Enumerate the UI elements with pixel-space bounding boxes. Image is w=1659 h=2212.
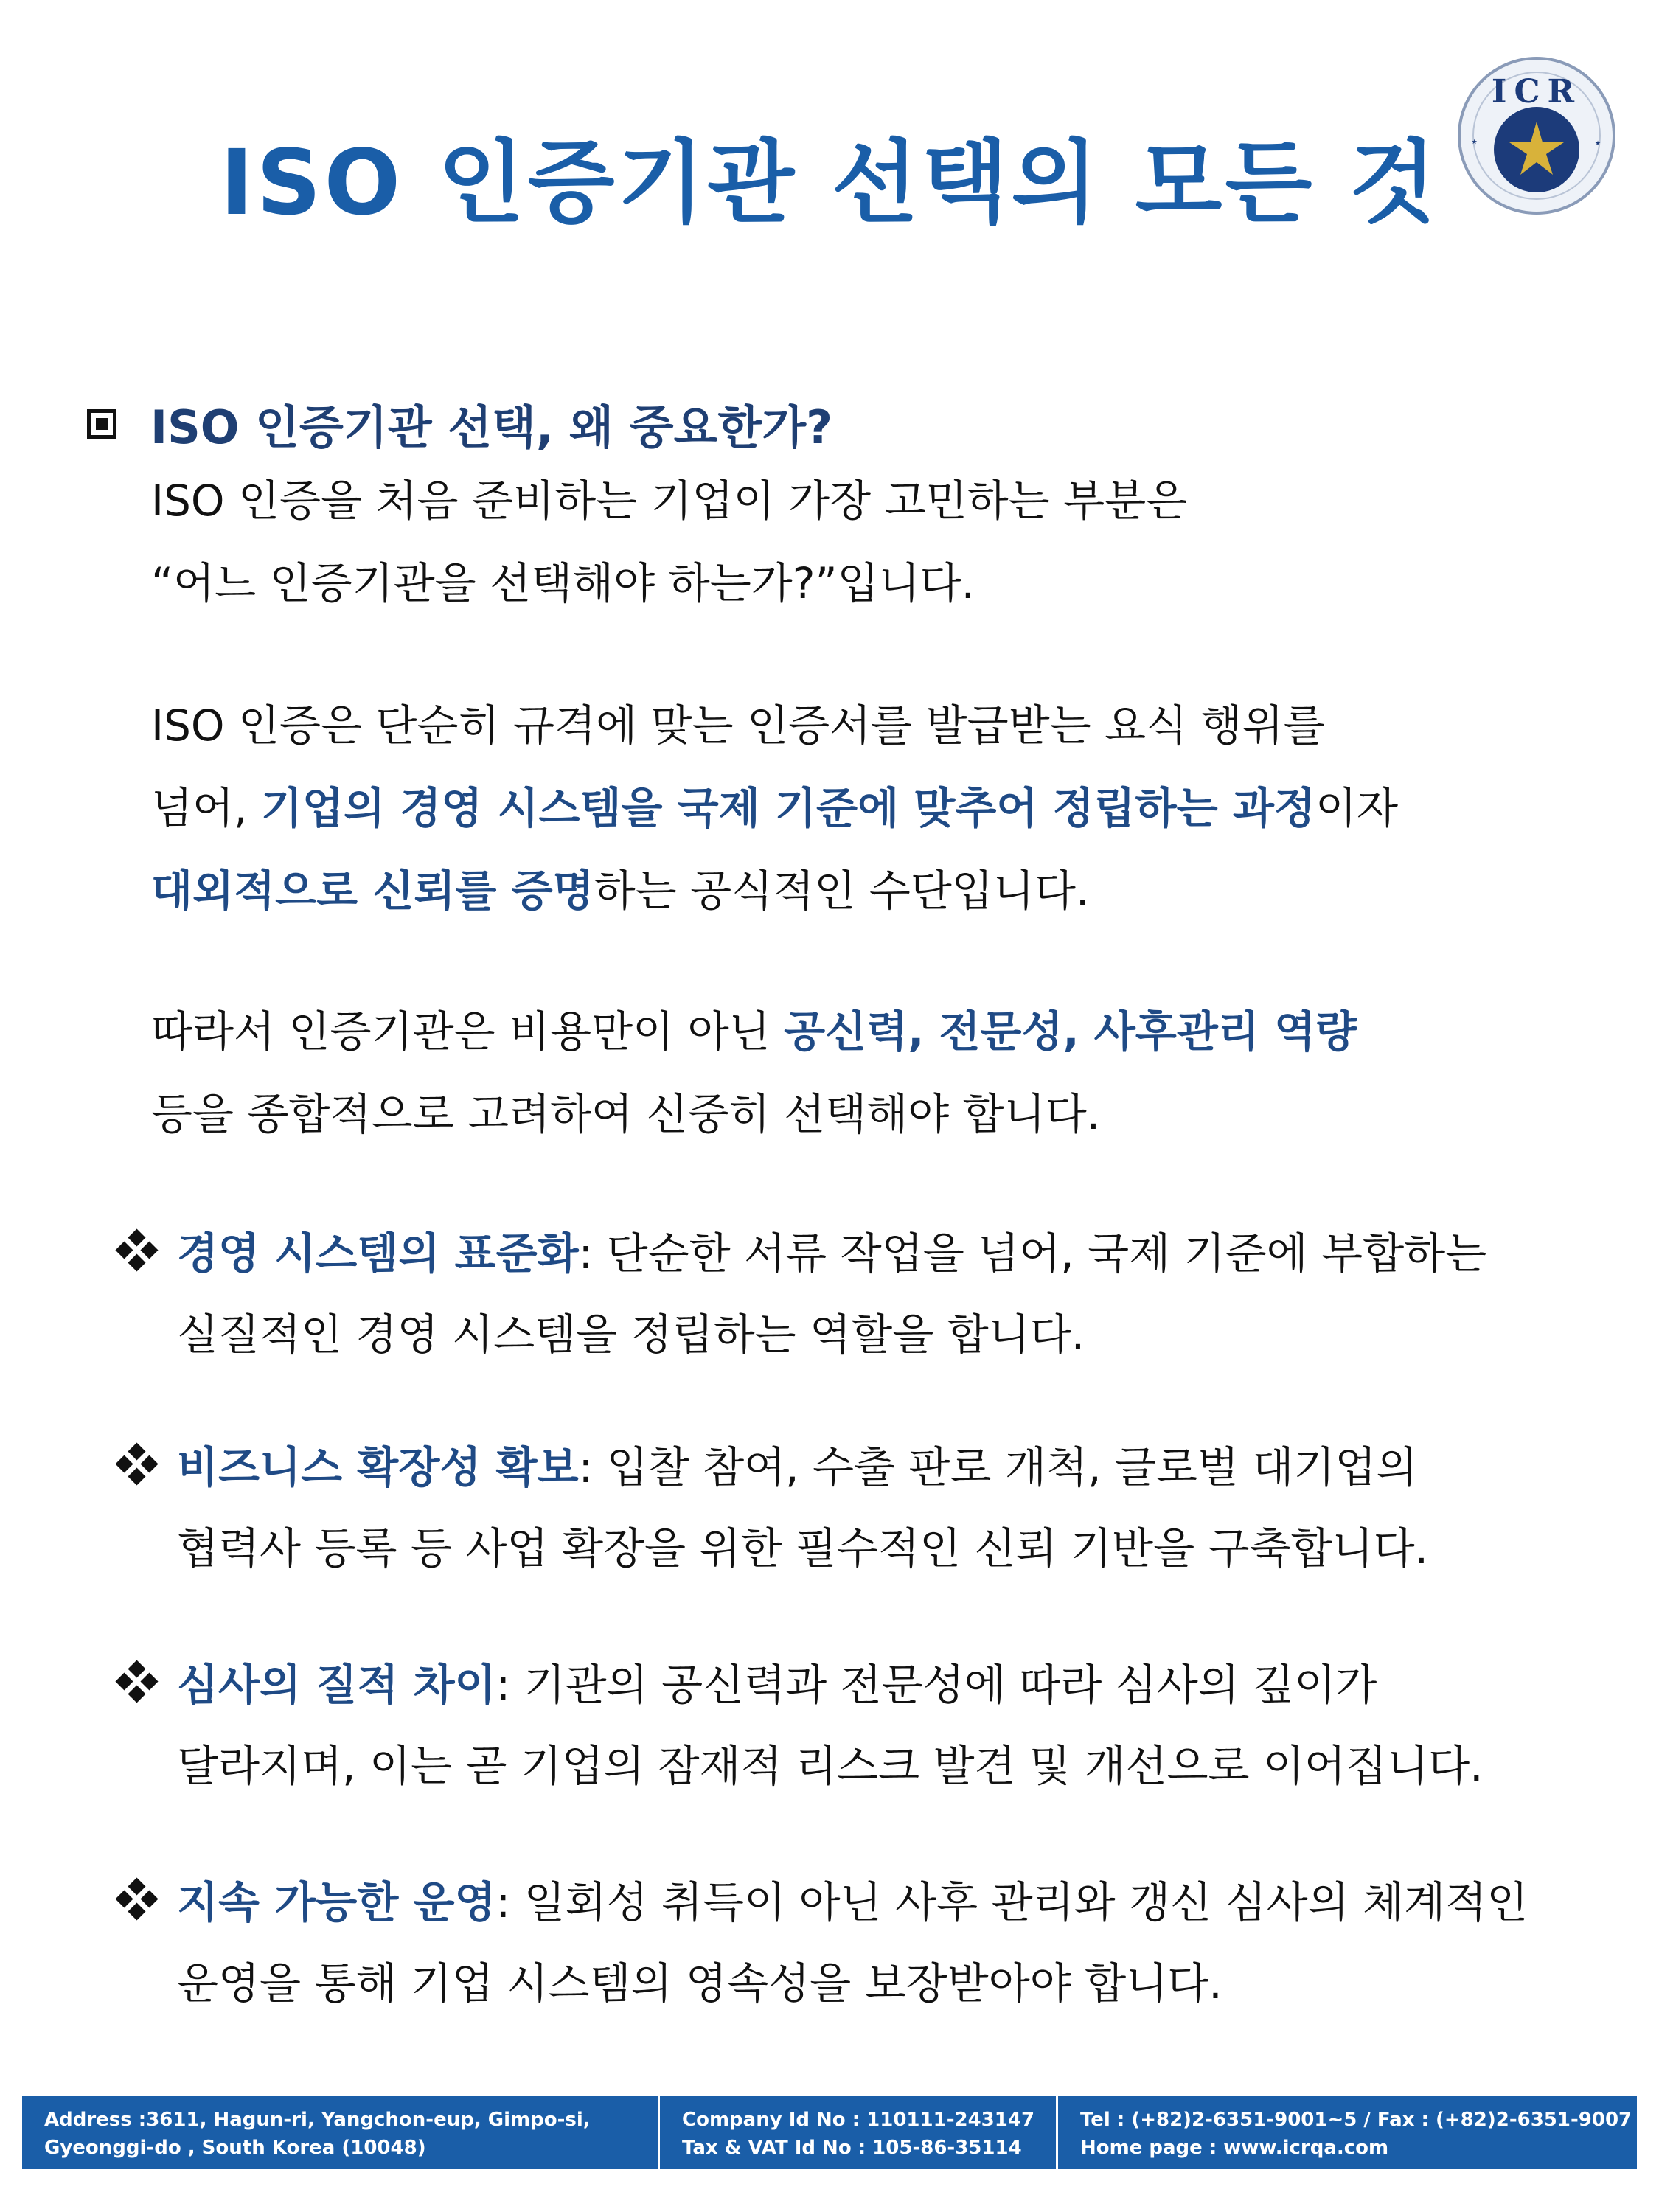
icr-logo [1456, 55, 1617, 216]
footer-text: Tel : (+82)2-6351-9001~5 / Fax : (+82)2-6351-9007 [1080, 2109, 1632, 2131]
section-heading [87, 391, 832, 456]
footer-text: Company Id No : 110111-243147 [682, 2109, 1035, 2131]
homepage-link[interactable]: Home page : www.icrqa.com [1080, 2137, 1389, 2159]
highlight-text: 대외적으로 신뢰를 증명 [151, 866, 594, 916]
section-heading-text: ISO 인증기관 선택, 왜 중요한가? [150, 400, 833, 454]
paragraph-line: 등을 종합적으로 고려하여 신중히 선택해야 합니다. [151, 1089, 1101, 1139]
diamond-bullet-icon [118, 1231, 156, 1270]
logo-letters: ICR [1491, 73, 1582, 111]
footer-address [22, 2096, 660, 2169]
bullet-text: 협력사 등록 등 사업 확장을 위한 필수적인 신뢰 기반을 구축합니다. [177, 1523, 1429, 1573]
svg-text:★: ★ [1470, 138, 1480, 147]
svg-text:★: ★ [1595, 140, 1601, 147]
bullet-item [118, 1213, 1637, 1375]
paragraph-line [151, 849, 1611, 932]
bullet-title: 심사의 질적 차이 [177, 1660, 496, 1710]
text-span: 이자 [1315, 783, 1398, 833]
footer-text: Gyeonggi-do , South Korea (10048) [44, 2137, 426, 2159]
intro-line: ISO 인증을 처음 준비하는 기업이 가장 고민하는 부분은 [151, 476, 1188, 526]
page-title: ISO 인증기관 선택의 모든 것 [220, 131, 1439, 235]
intro-paragraph [151, 459, 1611, 625]
footer-text: Tax & VAT Id No : 105-86-35114 [682, 2137, 1022, 2159]
paragraph-3 [151, 990, 1611, 1155]
square-bullet-icon [87, 409, 116, 439]
bullet-title: 경영 시스템의 표준화 [177, 1228, 579, 1279]
bullet-item [118, 1862, 1637, 2024]
highlight-text: 공신력, 전문성, 사후관리 역량 [784, 1006, 1357, 1057]
bullet-text: : 기관의 공신력과 전문성에 따라 심사의 깊이가 [495, 1660, 1377, 1710]
bullet-title: 비즈니스 확장성 확보 [177, 1442, 579, 1492]
bullet-text: : 일회성 취득이 아닌 사후 관리와 갱신 심사의 체계적인 [495, 1877, 1528, 1927]
text-span: 하는 공식적인 수단입니다. [594, 866, 1090, 916]
diamond-bullet-icon [118, 1445, 156, 1484]
bullet-text: 실질적인 경영 시스템을 정립하는 역할을 합니다. [177, 1310, 1085, 1360]
intro-line: “어느 인증기관을 선택해야 하는가?”입니다. [151, 558, 975, 608]
footer-text: Address :3611, Hagun-ri, Yangchon-eup, Gimpo-si, [44, 2109, 591, 2131]
paragraph-2 [151, 684, 1611, 932]
bullet-text: : 단순한 서류 작업을 넘어, 국제 기준에 부합하는 [578, 1228, 1487, 1279]
bullet-text: : 입찰 참여, 수출 판로 개척, 글로벌 대기업의 [578, 1442, 1418, 1492]
paragraph-line [151, 990, 1611, 1073]
footer-contact [1058, 2096, 1637, 2169]
paragraph-line [151, 767, 1611, 849]
text-span: 넘어, [151, 783, 261, 833]
paragraph-line: ISO 인증은 단순히 규격에 맞는 인증서를 발급받는 요식 행위를 [151, 700, 1325, 751]
footer-company-ids [660, 2096, 1058, 2169]
bullet-item [118, 1427, 1637, 1589]
bullet-item [118, 1644, 1637, 1806]
footer-bar [22, 2096, 1637, 2169]
bullet-text: 달라지며, 이는 곧 기업의 잠재적 리스크 발견 및 개선으로 이어집니다. [177, 1741, 1484, 1791]
diamond-bullet-icon [118, 1663, 156, 1701]
text-span: 따라서 인증기관은 비용만이 아닌 [151, 1006, 785, 1057]
highlight-text: 기업의 경영 시스템을 국제 기준에 맞추어 정립하는 과정 [260, 783, 1315, 833]
diamond-bullet-icon [118, 1880, 156, 1919]
bullet-title: 지속 가능한 운영 [177, 1877, 496, 1927]
bullet-text: 운영을 통해 기업 시스템의 영속성을 보장받아야 합니다. [177, 1958, 1222, 2008]
